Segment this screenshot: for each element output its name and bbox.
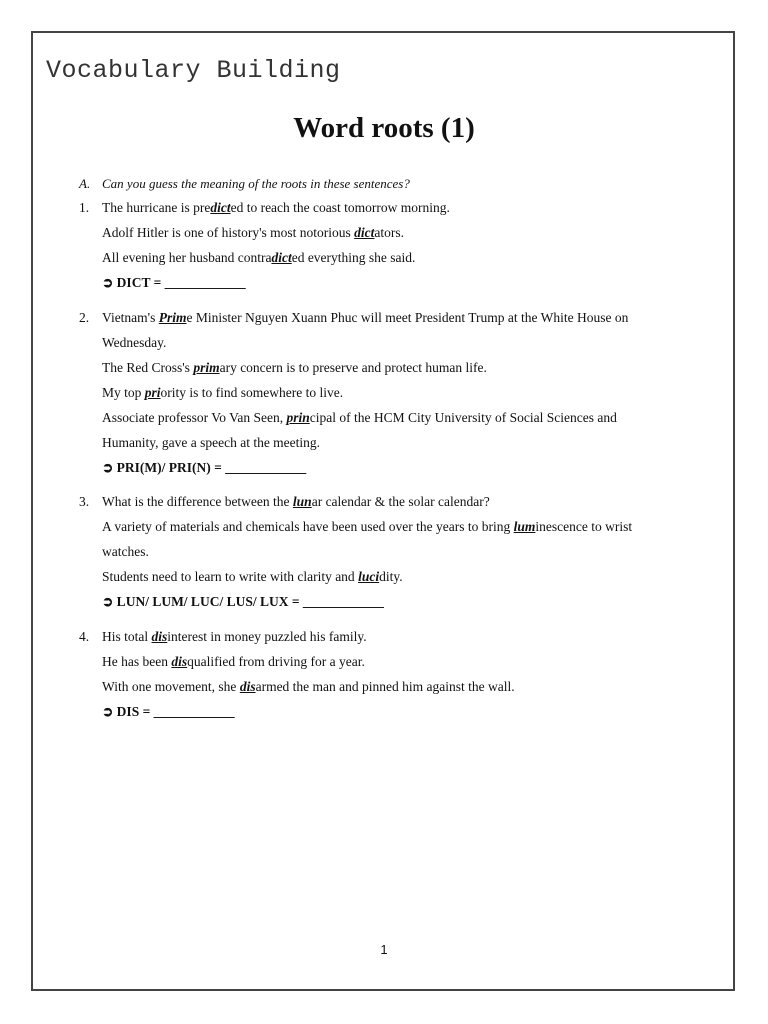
sentence-text: A variety of materials and chemicals have been used over the years to bring [102,519,514,534]
example-sentence [102,494,490,510]
example-sentence [102,519,632,535]
sentence-text: qualified from driving for a year. [187,654,365,669]
example-sentence [102,629,367,645]
sentence-text: ators. [374,225,405,240]
word-root: lum [513,519,536,534]
answer-blank: ➲ DICT = ____________ [102,275,246,290]
example-sentence [102,225,404,241]
item-number: 2. [79,310,90,325]
sentence-text: ed to reach the coast tomorrow morning. [230,200,450,215]
page-border [31,31,735,991]
example-sentence [102,250,415,266]
sentence-text: Vietnam's [102,310,159,325]
example-sentence [102,569,403,585]
sentence-text: ary concern is to preserve and protect human life. [219,360,487,375]
word-root: pri [144,385,161,400]
page-header: Vocabulary Building [46,56,341,85]
sentence-text: armed the man and pinned him against the wall. [255,679,515,694]
page-number: 1 [380,942,388,957]
word-root: dis [151,629,168,644]
sentence-text: Students need to learn to write with clarity and [102,569,359,584]
sentence-text: My top [102,385,145,400]
answer-blank: ➲ PRI(M)/ PRI(N) = ____________ [102,460,307,475]
sentence-text: watches. [102,544,149,559]
sentence-text: Humanity, gave a speech at the meeting. [102,435,321,450]
example-sentence [102,410,617,426]
sentence-text: cipal of the HCM City University of Social Sciences and [309,410,617,425]
word-root: dict [271,250,292,265]
example-sentence [102,435,320,451]
word-root: Prim [158,310,187,325]
answer-blank: ➲ DIS = ____________ [102,704,235,719]
example-sentence [102,385,343,401]
sentence-text: interest in money puzzled his family. [167,629,367,644]
example-sentence [102,200,450,216]
example-sentence [102,335,166,351]
example-sentence [102,544,149,560]
sentence-text: With one movement, she [102,679,240,694]
word-root: dis [239,679,256,694]
sentence-text: ed everything she said. [291,250,416,265]
word-root: lun [292,494,312,509]
word-root: dict [354,225,375,240]
example-sentence [102,360,487,376]
sentence-text: His total [102,629,152,644]
word-root: dis [171,654,188,669]
word-root: dict [210,200,231,215]
section-instruction [79,176,410,192]
word-root: prin [286,410,310,425]
sentence-text: Wednesday. [102,335,167,350]
sentence-text: dity. [379,569,403,584]
item-number: 3. [79,494,90,509]
sentence-text: e Minister Nguyen Xuann Phuc will meet President Trump at the White House on [186,310,629,325]
word-root: prim [193,360,220,375]
example-sentence [102,654,365,670]
example-sentence [102,310,628,326]
sentence-text: ority is to find somewhere to live. [160,385,344,400]
sentence-text: The Red Cross's [102,360,194,375]
section-letter: A. [79,176,91,191]
item-number: 4. [79,629,90,644]
answer-blank: ➲ LUN/ LUM/ LUC/ LUS/ LUX = ____________ [102,594,384,609]
sentence-text: The hurricane is pre [102,200,211,215]
sentence-text: All evening her husband contra [102,250,272,265]
page-title: Word roots (1) [293,112,475,144]
sentence-text: Adolf Hitler is one of history's most notorious [102,225,355,240]
sentence-text: inescence to wrist [535,519,633,534]
section-text: Can you guess the meaning of the roots in these sentences? [102,176,410,191]
sentence-text: Associate professor Vo Van Seen, [102,410,287,425]
sentence-text: What is the difference between the [102,494,293,509]
item-number: 1. [79,200,90,215]
sentence-text: He has been [102,654,172,669]
word-root: luci [358,569,380,584]
example-sentence [102,679,515,695]
sentence-text: ar calendar & the solar calendar? [311,494,490,509]
